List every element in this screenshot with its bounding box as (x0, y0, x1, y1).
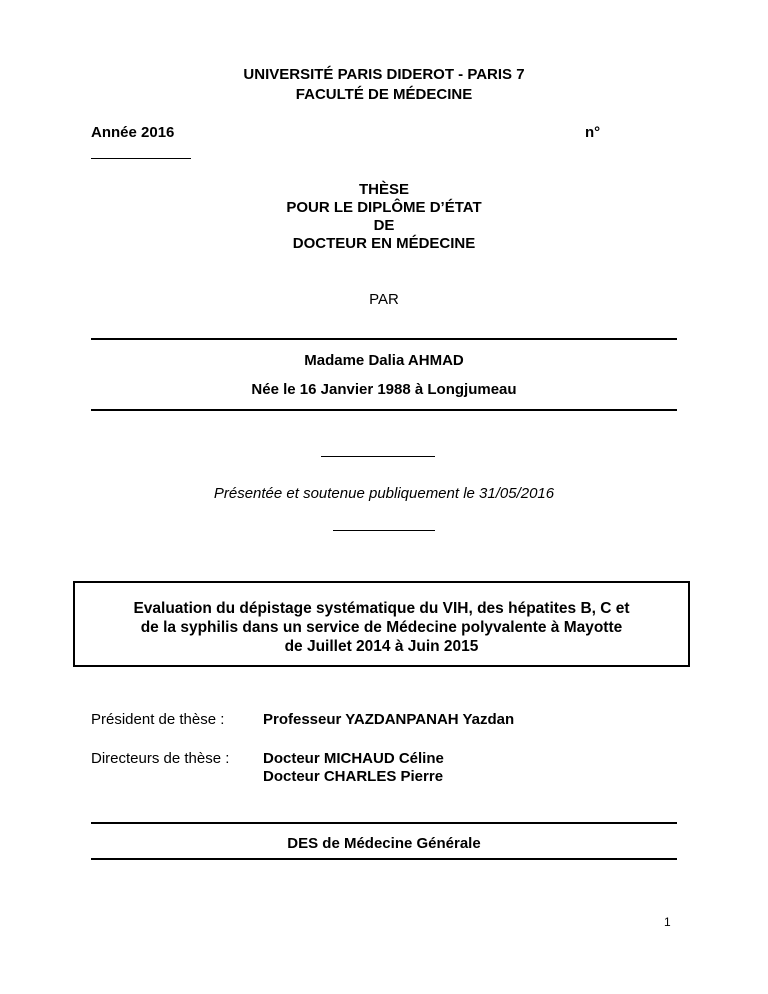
presented-bottom-rule (333, 530, 435, 531)
page-number: 1 (664, 915, 671, 929)
thesis-line-3: DE (373, 217, 395, 234)
director-1: Docteur MICHAUD Céline (263, 750, 444, 767)
thesis-line-1: THÈSE (358, 181, 409, 198)
author-birth: Née le 16 Janvier 1988 à Longjumeau (251, 381, 517, 398)
president-label: Président de thèse : (91, 711, 225, 728)
author-name: Madame Dalia AHMAD (304, 352, 464, 369)
presented-top-rule (321, 456, 435, 457)
des-top-rule (91, 822, 677, 824)
author-top-rule (91, 338, 677, 340)
thesis-title-line-2: de la syphilis dans un service de Médecine polyvalente à Mayotte (140, 619, 623, 636)
year-label: Année 2016 (91, 124, 175, 141)
thesis-title-box (73, 581, 690, 667)
faculty-name: FACULTÉ DE MÉDECINE (295, 86, 473, 103)
des-bottom-rule (91, 858, 677, 860)
directors-label: Directeurs de thèse : (91, 750, 230, 767)
thesis-title (75, 599, 688, 656)
president-name: Professeur YAZDANPANAH Yazdan (263, 711, 515, 728)
author-bottom-rule (91, 409, 677, 411)
university-name: UNIVERSITÉ PARIS DIDEROT - PARIS 7 (243, 66, 525, 83)
des-label: DES de Médecine Générale (287, 835, 481, 852)
year-underline (91, 158, 191, 159)
thesis-title-line-1: Evaluation du dépistage systématique du VIH, des hépatites B, C et (133, 600, 630, 617)
director-2: Docteur CHARLES Pierre (263, 768, 444, 785)
presented-text: Présentée et soutenue publiquement le 31/05/2016 (213, 485, 555, 502)
par-label: PAR (369, 291, 399, 308)
thesis-title-line-3: de Juillet 2014 à Juin 2015 (284, 638, 479, 655)
thesis-line-2: POUR LE DIPLÔME D’ÉTAT (286, 199, 482, 216)
thesis-line-4: DOCTEUR EN MÉDECINE (292, 235, 476, 252)
number-label: n° (585, 124, 601, 141)
